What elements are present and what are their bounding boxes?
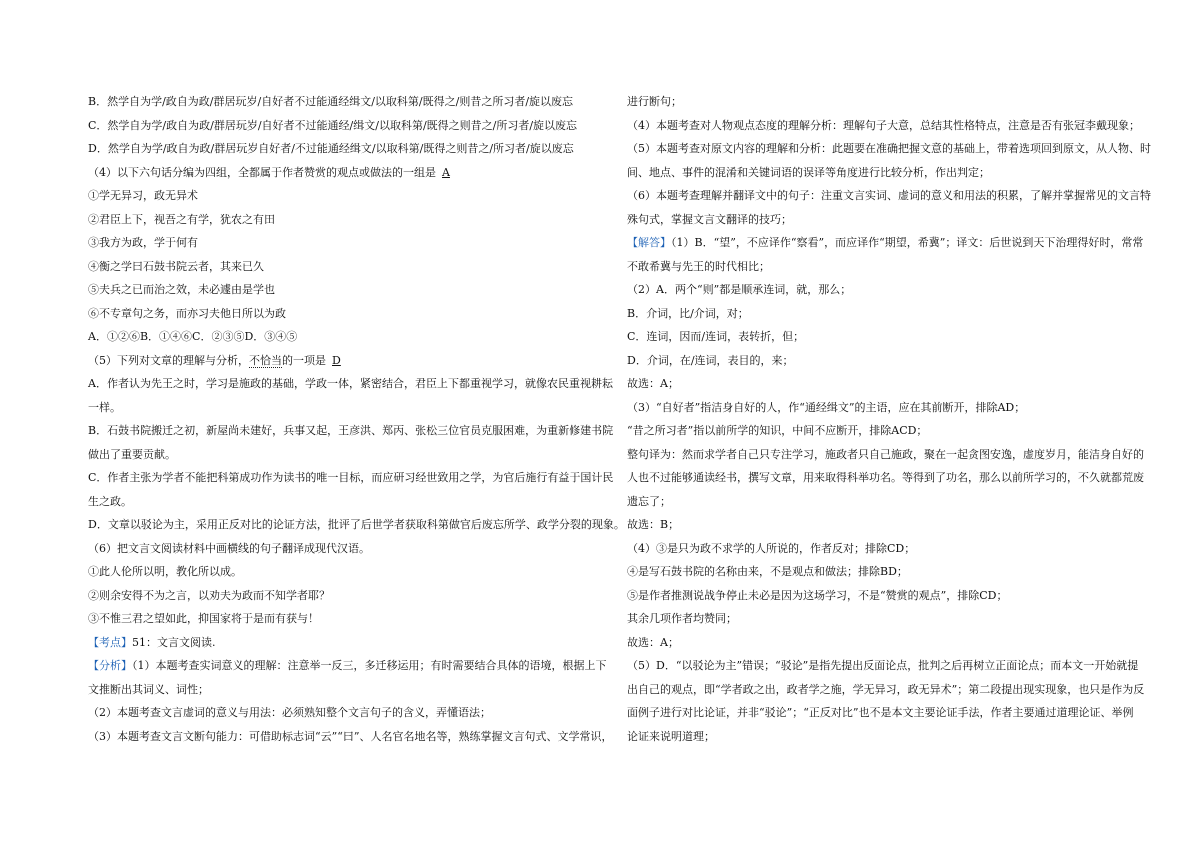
text-line <box>627 701 1134 725</box>
line-text: 出自己的观点，即“学者政之出，政者学之施，学无异习，政无异术”；第二段提出现实现象，也只是作为反 <box>627 682 1145 696</box>
text-line <box>627 302 1127 326</box>
line-text: 故选：B； <box>627 518 680 531</box>
text-line <box>627 278 1127 302</box>
text-line <box>627 231 1144 255</box>
text-line <box>627 537 1127 561</box>
emphasis-text: 不恰当 <box>249 353 282 367</box>
text-line <box>627 396 1127 420</box>
text-line <box>627 678 1145 702</box>
text-line <box>88 443 588 467</box>
line-text: 殊句式，掌握文言文翻译的技巧； <box>627 212 792 226</box>
line-text: 故选：A； <box>627 635 679 649</box>
text-line <box>627 255 1127 279</box>
text-line <box>627 654 1139 678</box>
line-text: ⑥不专章句之务，而亦习夫他日所以为政 <box>88 306 286 320</box>
line-text: 文推断出其词义、词性； <box>88 682 209 696</box>
text-line <box>627 584 1127 608</box>
text-line <box>627 466 1144 490</box>
text-line <box>88 725 613 749</box>
line-text: ③不惟三君之望如此，抑国家将于是而有获与！ <box>88 612 319 625</box>
text-line <box>88 90 588 114</box>
text-line <box>627 372 1127 396</box>
line-text: A．①②⑥B．①④⑥C．②③⑤D．③④⑤ <box>88 330 298 343</box>
section-tag: 【分析】 <box>88 659 132 672</box>
line-text: ③我方为政，学于何有 <box>88 236 198 249</box>
text-line <box>88 255 588 279</box>
text-line <box>88 537 588 561</box>
line-text: B．介词，比/介词，对； <box>627 306 749 320</box>
line-text: 人也不过能够通读经书，撰写文章，用来取得科举功名。等得到了功名，那么以前所学习的，不久就都荒废 <box>627 471 1144 484</box>
text-line <box>88 584 588 608</box>
text-line <box>88 631 588 655</box>
line-text: 面例子进行对比论证，并非“驳论”；“正反对比”也不是本文主要论证手法，作者主要通过道理论证、举例 <box>627 706 1134 719</box>
text-line <box>88 372 613 396</box>
section-tag: 【解答】 <box>627 236 671 249</box>
line-text: 51：文言文阅读. <box>132 635 216 649</box>
line-text: A．作者认为先王之时，学习是施政的基础，学政一体，紧密结合，君臣上下都重视学习，就像农民重视耕耘 <box>88 377 613 390</box>
text-line <box>627 137 1151 161</box>
line-text: （6）本题考查理解并翻译文中的句子：注重文言实词、虚词的意义和用法的积累，了解并掌握常见的文言特 <box>627 189 1151 202</box>
text-line <box>88 114 588 138</box>
text-line <box>88 137 588 161</box>
line-text: ②君臣上下，视吾之有学，犹农之有田 <box>88 212 275 226</box>
line-text: 论证来说明道理； <box>627 729 715 743</box>
line-text: （5）本题考查对原文内容的理解和分析：此题要在准确把握文意的基础上，带着选项回到原文，从人物、时 <box>627 142 1151 155</box>
line-text: 遗忘了； <box>627 494 671 508</box>
line-text: （2）A．两个“则”都是顺承连词，就，那么； <box>627 283 852 296</box>
text-line <box>88 208 588 232</box>
line-text: ②则余安得不为之言，以劝夫为政而不知学者耶？ <box>88 588 330 602</box>
line-text: D．文章以驳论为主，采用正反对比的论证方法，批评了后世学者获取科第做官后废忘所学、政学分裂的现象。 <box>88 518 625 531</box>
left-column <box>88 90 625 748</box>
line-text: （2）本题考查文言虚词的意义与用法：必须熟知整个文言句子的含义，弄懂语法； <box>88 706 491 719</box>
line-text: C．然学自为学/政自为政/群居玩岁/自好者不过能通经/缉文/以取科第/既得之则昔之/所习者/旋以废忘 <box>88 118 578 132</box>
line-text: ①学无异习，政无异术 <box>88 189 198 202</box>
line-text: B．然学自为学/政自为政/群居玩岁/自好者不过能通经缉文/以取科第/既得之/则昔之所习者/旋以废忘 <box>88 95 574 108</box>
line-text: 的一项是 <box>282 353 326 367</box>
line-text: （4）以下六句话分编为四组，全都属于作者赞赏的观点或做法的一组是 <box>88 165 436 179</box>
line-text: （4）本题考查对人物观点态度的理解分析：理解句子大意，总结其性格特点，注意是否有张冠李戴现象； <box>627 118 1140 132</box>
text-line <box>88 560 588 584</box>
text-line <box>627 560 1127 584</box>
text-line <box>88 396 588 420</box>
text-line <box>88 701 588 725</box>
line-text: ④是写石鼓书院的名称由来，不是观点和做法；排除BD； <box>627 565 908 578</box>
text-line <box>627 208 1127 232</box>
text-line <box>88 161 588 185</box>
line-text: （5）下列对文章的理解与分析， <box>88 353 249 367</box>
text-line <box>88 184 588 208</box>
line-text: ⑤夫兵之已而治之效，未必遽由是学也 <box>88 283 275 296</box>
text-line <box>88 466 614 490</box>
text-line <box>627 607 1127 631</box>
line-text: 故选：A； <box>627 377 679 390</box>
text-line <box>627 184 1151 208</box>
line-text: 进行断句； <box>627 95 682 108</box>
text-line <box>88 678 588 702</box>
line-text: 不敢希冀与先王的时代相比； <box>627 259 770 273</box>
text-line <box>627 490 1127 514</box>
text-line <box>627 161 1127 185</box>
line-text: 整句译为：然而求学者自己只专注学习，施政者只自己施政，聚在一起贪图安逸，虚度岁月，能洁身自好的 <box>627 447 1144 461</box>
text-line <box>627 725 1127 749</box>
answer-blank: A <box>442 165 450 179</box>
answer-blank: D <box>332 353 341 367</box>
line-text: 一样。 <box>88 400 121 414</box>
line-text: （1）B．“望”，不应译作“察看”，而应译作“期望，希冀”；译文：后世说到天下治理得好时，常常 <box>671 236 1144 249</box>
text-line <box>627 90 1127 114</box>
line-text: （3）“自好者”指洁身自好的人，作“通经缉文”的主语，应在其前断开，排除AD； <box>627 400 1026 414</box>
text-line <box>627 419 1127 443</box>
text-line <box>627 114 1140 138</box>
line-text: ④衡之学曰石鼓书院云者，其来已久 <box>88 259 264 273</box>
text-line <box>88 325 588 349</box>
line-text: （1）本题考查实词意义的理解：注意举一反三，多迁移运用；有时需要结合具体的语境，根据上下 <box>132 659 607 672</box>
line-text: B．石鼓书院搬迁之初，新屋尚未建好，兵事又起，王彦洪、郑丙、张松三位官员克服困难，为重新修建书院 <box>88 424 614 437</box>
text-line <box>88 349 588 373</box>
text-line <box>88 654 607 678</box>
line-text: D．介词，在/连词，表目的，来； <box>627 353 794 367</box>
line-text: 生之政。 <box>88 494 132 508</box>
line-text: ①此人伦所以明，教化所以成。 <box>88 565 242 578</box>
line-text: （5）D．“以驳论为主”错误；“驳论”是指先提出反面论点，批判之后再树立正面论点；而本文一开始就提 <box>627 659 1139 672</box>
text-line <box>627 443 1144 467</box>
line-text: （3）本题考查文言文断句能力：可借助标志词“云”“曰”、人名官名地名等，熟练掌握文言句式、文学常识， <box>88 729 613 743</box>
line-text: C．作者主张为学者不能把科第成功作为读书的唯一目标，而应研习经世致用之学，为官后施行有益于国计民 <box>88 471 614 484</box>
right-column <box>627 90 1151 748</box>
text-line <box>88 302 588 326</box>
line-text: （6）把文言文阅读材料中画横线的句子翻译成现代汉语。 <box>88 541 370 555</box>
line-text: 其余几项作者均赞同； <box>627 612 737 625</box>
text-line <box>88 231 588 255</box>
text-line <box>627 325 1127 349</box>
section-tag: 【考点】 <box>88 635 132 649</box>
line-text: D．然学自为学/政自为政/群居玩岁自好者/不过能通经缉文/以取科第/既得之则昔之/所习者/旋以废忘 <box>88 142 574 155</box>
text-line <box>88 278 588 302</box>
text-line <box>88 513 625 537</box>
line-text: 做出了重要贡献。 <box>88 447 176 461</box>
text-line <box>627 513 1127 537</box>
text-line <box>88 490 588 514</box>
line-text: “昔之所习者”指以前所学的知识，中间不应断开，排除ACD； <box>627 424 928 437</box>
line-text: ⑤是作者推测说战争停止未必是因为这场学习，不是“赞赏的观点”，排除CD； <box>627 588 1008 602</box>
text-line <box>88 607 588 631</box>
text-line <box>627 631 1127 655</box>
line-text: （4）③是只为政不求学的人所说的，作者反对；排除CD； <box>627 541 916 555</box>
line-text: 间、地点、事件的混淆和关键词语的误译等角度进行比较分析，作出判定； <box>627 165 990 179</box>
text-line <box>627 349 1127 373</box>
line-text: C．连词，因而/连词，表转折，但； <box>627 330 805 343</box>
text-line <box>88 419 614 443</box>
